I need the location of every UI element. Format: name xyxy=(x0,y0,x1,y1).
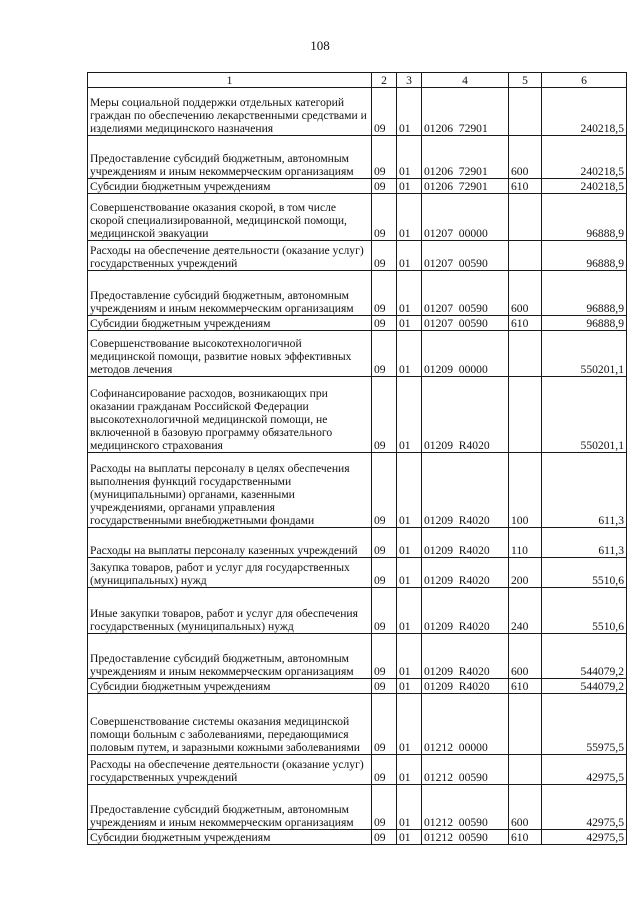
row-section-code: 09 xyxy=(372,679,397,694)
row-subsection-code: 01 xyxy=(397,241,422,271)
row-expense-type-code: 600 xyxy=(509,271,542,316)
row-subsection-code: 01 xyxy=(397,453,422,528)
row-target-article-code: 01212 00000 xyxy=(422,694,509,755)
column-header-6: 6 xyxy=(542,73,627,88)
table-row xyxy=(88,377,627,453)
table-row xyxy=(88,241,627,271)
row-amount: 240218,5 xyxy=(542,88,627,136)
table-row xyxy=(88,830,627,845)
row-subsection-code: 01 xyxy=(397,331,422,377)
row-target-article-code: 01206 72901 xyxy=(422,88,509,136)
row-subsection-code: 01 xyxy=(397,194,422,241)
row-target-article-code: 01209 R4020 xyxy=(422,453,509,528)
table-row xyxy=(88,785,627,830)
row-section-code: 09 xyxy=(372,785,397,830)
row-amount: 240218,5 xyxy=(542,179,627,194)
row-amount: 96888,9 xyxy=(542,194,627,241)
table-body xyxy=(88,88,627,845)
row-target-article-code: 01207 00590 xyxy=(422,241,509,271)
row-section-code: 09 xyxy=(372,271,397,316)
row-subsection-code: 01 xyxy=(397,694,422,755)
row-description: Расходы на выплаты персоналу казенных учреждений xyxy=(88,528,372,558)
row-subsection-code: 01 xyxy=(397,88,422,136)
row-amount: 55975,5 xyxy=(542,694,627,755)
row-amount: 550201,1 xyxy=(542,377,627,453)
row-expense-type-code: 110 xyxy=(509,528,542,558)
row-section-code: 09 xyxy=(372,558,397,588)
row-description: Расходы на обеспечение деятельности (оказание услуг) государственных учреждений xyxy=(88,755,372,785)
row-description: Предоставление субсидий бюджетным, автономным учреждениям и иным некоммерческим организациям xyxy=(88,271,372,316)
row-expense-type-code: 240 xyxy=(509,588,542,634)
row-description: Расходы на обеспечение деятельности (оказание услуг) государственных учреждений xyxy=(88,241,372,271)
row-description: Совершенствование оказания скорой, в том числе скорой специализированной, медицинской помощи, медицинской эвакуации xyxy=(88,194,372,241)
row-amount: 611,3 xyxy=(542,528,627,558)
table-row xyxy=(88,694,627,755)
row-section-code: 09 xyxy=(372,194,397,241)
row-section-code: 09 xyxy=(372,634,397,679)
row-amount: 42975,5 xyxy=(542,785,627,830)
row-subsection-code: 01 xyxy=(397,316,422,331)
row-description: Иные закупки товаров, работ и услуг для обеспечения государственных (муниципальных) нужд xyxy=(88,588,372,634)
row-amount: 240218,5 xyxy=(542,136,627,179)
row-section-code: 09 xyxy=(372,179,397,194)
row-expense-type-code: 610 xyxy=(509,679,542,694)
page-number: 108 xyxy=(310,38,330,53)
row-target-article-code: 01207 00590 xyxy=(422,316,509,331)
row-subsection-code: 01 xyxy=(397,271,422,316)
row-section-code: 09 xyxy=(372,588,397,634)
row-target-article-code: 01212 00590 xyxy=(422,830,509,845)
row-expense-type-code xyxy=(509,694,542,755)
row-amount: 544079,2 xyxy=(542,634,627,679)
row-section-code: 09 xyxy=(372,755,397,785)
column-header-2: 2 xyxy=(372,73,397,88)
row-section-code: 09 xyxy=(372,377,397,453)
row-subsection-code: 01 xyxy=(397,377,422,453)
row-section-code: 09 xyxy=(372,316,397,331)
row-subsection-code: 01 xyxy=(397,785,422,830)
row-target-article-code: 01209 00000 xyxy=(422,331,509,377)
row-target-article-code: 01209 R4020 xyxy=(422,558,509,588)
row-description: Предоставление субсидий бюджетным, автономным учреждениям и иным некоммерческим организациям xyxy=(88,785,372,830)
row-expense-type-code: 100 xyxy=(509,453,542,528)
row-amount: 96888,9 xyxy=(542,241,627,271)
row-description: Расходы на выплаты персоналу в целях обеспечения выполнения функций государственными (муниципальными) органами, казенными учреждениями, органами управления государственными внебюджетными фондами xyxy=(88,453,372,528)
row-expense-type-code: 200 xyxy=(509,558,542,588)
column-header-3: 3 xyxy=(397,73,422,88)
table-row xyxy=(88,755,627,785)
row-expense-type-code: 610 xyxy=(509,830,542,845)
row-amount: 5510,6 xyxy=(542,558,627,588)
row-description: Совершенствование высокотехнологичной медицинской помощи, развитие новых эффективных методов лечения xyxy=(88,331,372,377)
row-section-code: 09 xyxy=(372,528,397,558)
table-row xyxy=(88,179,627,194)
row-amount: 550201,1 xyxy=(542,331,627,377)
row-section-code: 09 xyxy=(372,88,397,136)
row-amount: 611,3 xyxy=(542,453,627,528)
row-expense-type-code: 600 xyxy=(509,785,542,830)
row-section-code: 09 xyxy=(372,241,397,271)
row-expense-type-code: 610 xyxy=(509,316,542,331)
table-row xyxy=(88,316,627,331)
row-description: Совершенствование системы оказания медицинской помощи больным с заболеваниями, передающимися половым путем, и заразными кожными заболеваниями xyxy=(88,694,372,755)
row-target-article-code: 01207 00000 xyxy=(422,194,509,241)
row-target-article-code: 01209 R4020 xyxy=(422,377,509,453)
row-description: Меры социальной поддержки отдельных категорий граждан по обеспечению лекарственными средствами и изделиями медицинского назначения xyxy=(88,88,372,136)
row-expense-type-code: 600 xyxy=(509,136,542,179)
row-subsection-code: 01 xyxy=(397,830,422,845)
table-row xyxy=(88,271,627,316)
row-amount: 42975,5 xyxy=(542,755,627,785)
row-subsection-code: 01 xyxy=(397,136,422,179)
row-amount: 96888,9 xyxy=(542,316,627,331)
table-row xyxy=(88,453,627,528)
row-subsection-code: 01 xyxy=(397,679,422,694)
row-target-article-code: 01209 R4020 xyxy=(422,679,509,694)
table-row xyxy=(88,558,627,588)
row-expense-type-code: 610 xyxy=(509,179,542,194)
row-description: Субсидии бюджетным учреждениям xyxy=(88,830,372,845)
table-row xyxy=(88,634,627,679)
row-expense-type-code xyxy=(509,755,542,785)
table-row xyxy=(88,331,627,377)
row-target-article-code: 01206 72901 xyxy=(422,179,509,194)
row-description: Предоставление субсидий бюджетным, автономным учреждениям и иным некоммерческим организациям xyxy=(88,634,372,679)
row-description: Софинансирование расходов, возникающих при оказании гражданам Российской Федерации высокотехнологичной медицинской помощи, не включенной в базовую программу обязательного медицинского страхования xyxy=(88,377,372,453)
row-section-code: 09 xyxy=(372,694,397,755)
table-row xyxy=(88,136,627,179)
row-target-article-code: 01206 72901 xyxy=(422,136,509,179)
row-amount: 96888,9 xyxy=(542,271,627,316)
table-row xyxy=(88,528,627,558)
row-description: Предоставление субсидий бюджетным, автономным учреждениям и иным некоммерческим организациям xyxy=(88,136,372,179)
row-description: Субсидии бюджетным учреждениям xyxy=(88,679,372,694)
table-row xyxy=(88,194,627,241)
row-description: Субсидии бюджетным учреждениям xyxy=(88,179,372,194)
row-target-article-code: 01209 R4020 xyxy=(422,528,509,558)
row-section-code: 09 xyxy=(372,453,397,528)
row-section-code: 09 xyxy=(372,331,397,377)
row-expense-type-code xyxy=(509,241,542,271)
row-section-code: 09 xyxy=(372,830,397,845)
table-row xyxy=(88,88,627,136)
row-expense-type-code xyxy=(509,331,542,377)
row-target-article-code: 01207 00590 xyxy=(422,271,509,316)
row-target-article-code: 01209 R4020 xyxy=(422,634,509,679)
row-amount: 42975,5 xyxy=(542,830,627,845)
table-header-row xyxy=(88,73,627,88)
table-row xyxy=(88,679,627,694)
row-description: Субсидии бюджетным учреждениям xyxy=(88,316,372,331)
budget-table xyxy=(87,72,627,845)
table-row xyxy=(88,588,627,634)
row-subsection-code: 01 xyxy=(397,179,422,194)
row-description: Закупка товаров, работ и услуг для государственных (муниципальных) нужд xyxy=(88,558,372,588)
row-subsection-code: 01 xyxy=(397,755,422,785)
row-subsection-code: 01 xyxy=(397,558,422,588)
row-expense-type-code xyxy=(509,377,542,453)
row-amount: 5510,6 xyxy=(542,588,627,634)
column-header-1: 1 xyxy=(88,73,372,88)
row-target-article-code: 01209 R4020 xyxy=(422,588,509,634)
row-section-code: 09 xyxy=(372,136,397,179)
row-expense-type-code: 600 xyxy=(509,634,542,679)
row-subsection-code: 01 xyxy=(397,588,422,634)
column-header-4: 4 xyxy=(422,73,509,88)
row-target-article-code: 01212 00590 xyxy=(422,785,509,830)
row-subsection-code: 01 xyxy=(397,528,422,558)
row-amount: 544079,2 xyxy=(542,679,627,694)
row-target-article-code: 01212 00590 xyxy=(422,755,509,785)
column-header-5: 5 xyxy=(509,73,542,88)
row-expense-type-code xyxy=(509,88,542,136)
row-expense-type-code xyxy=(509,194,542,241)
row-subsection-code: 01 xyxy=(397,634,422,679)
